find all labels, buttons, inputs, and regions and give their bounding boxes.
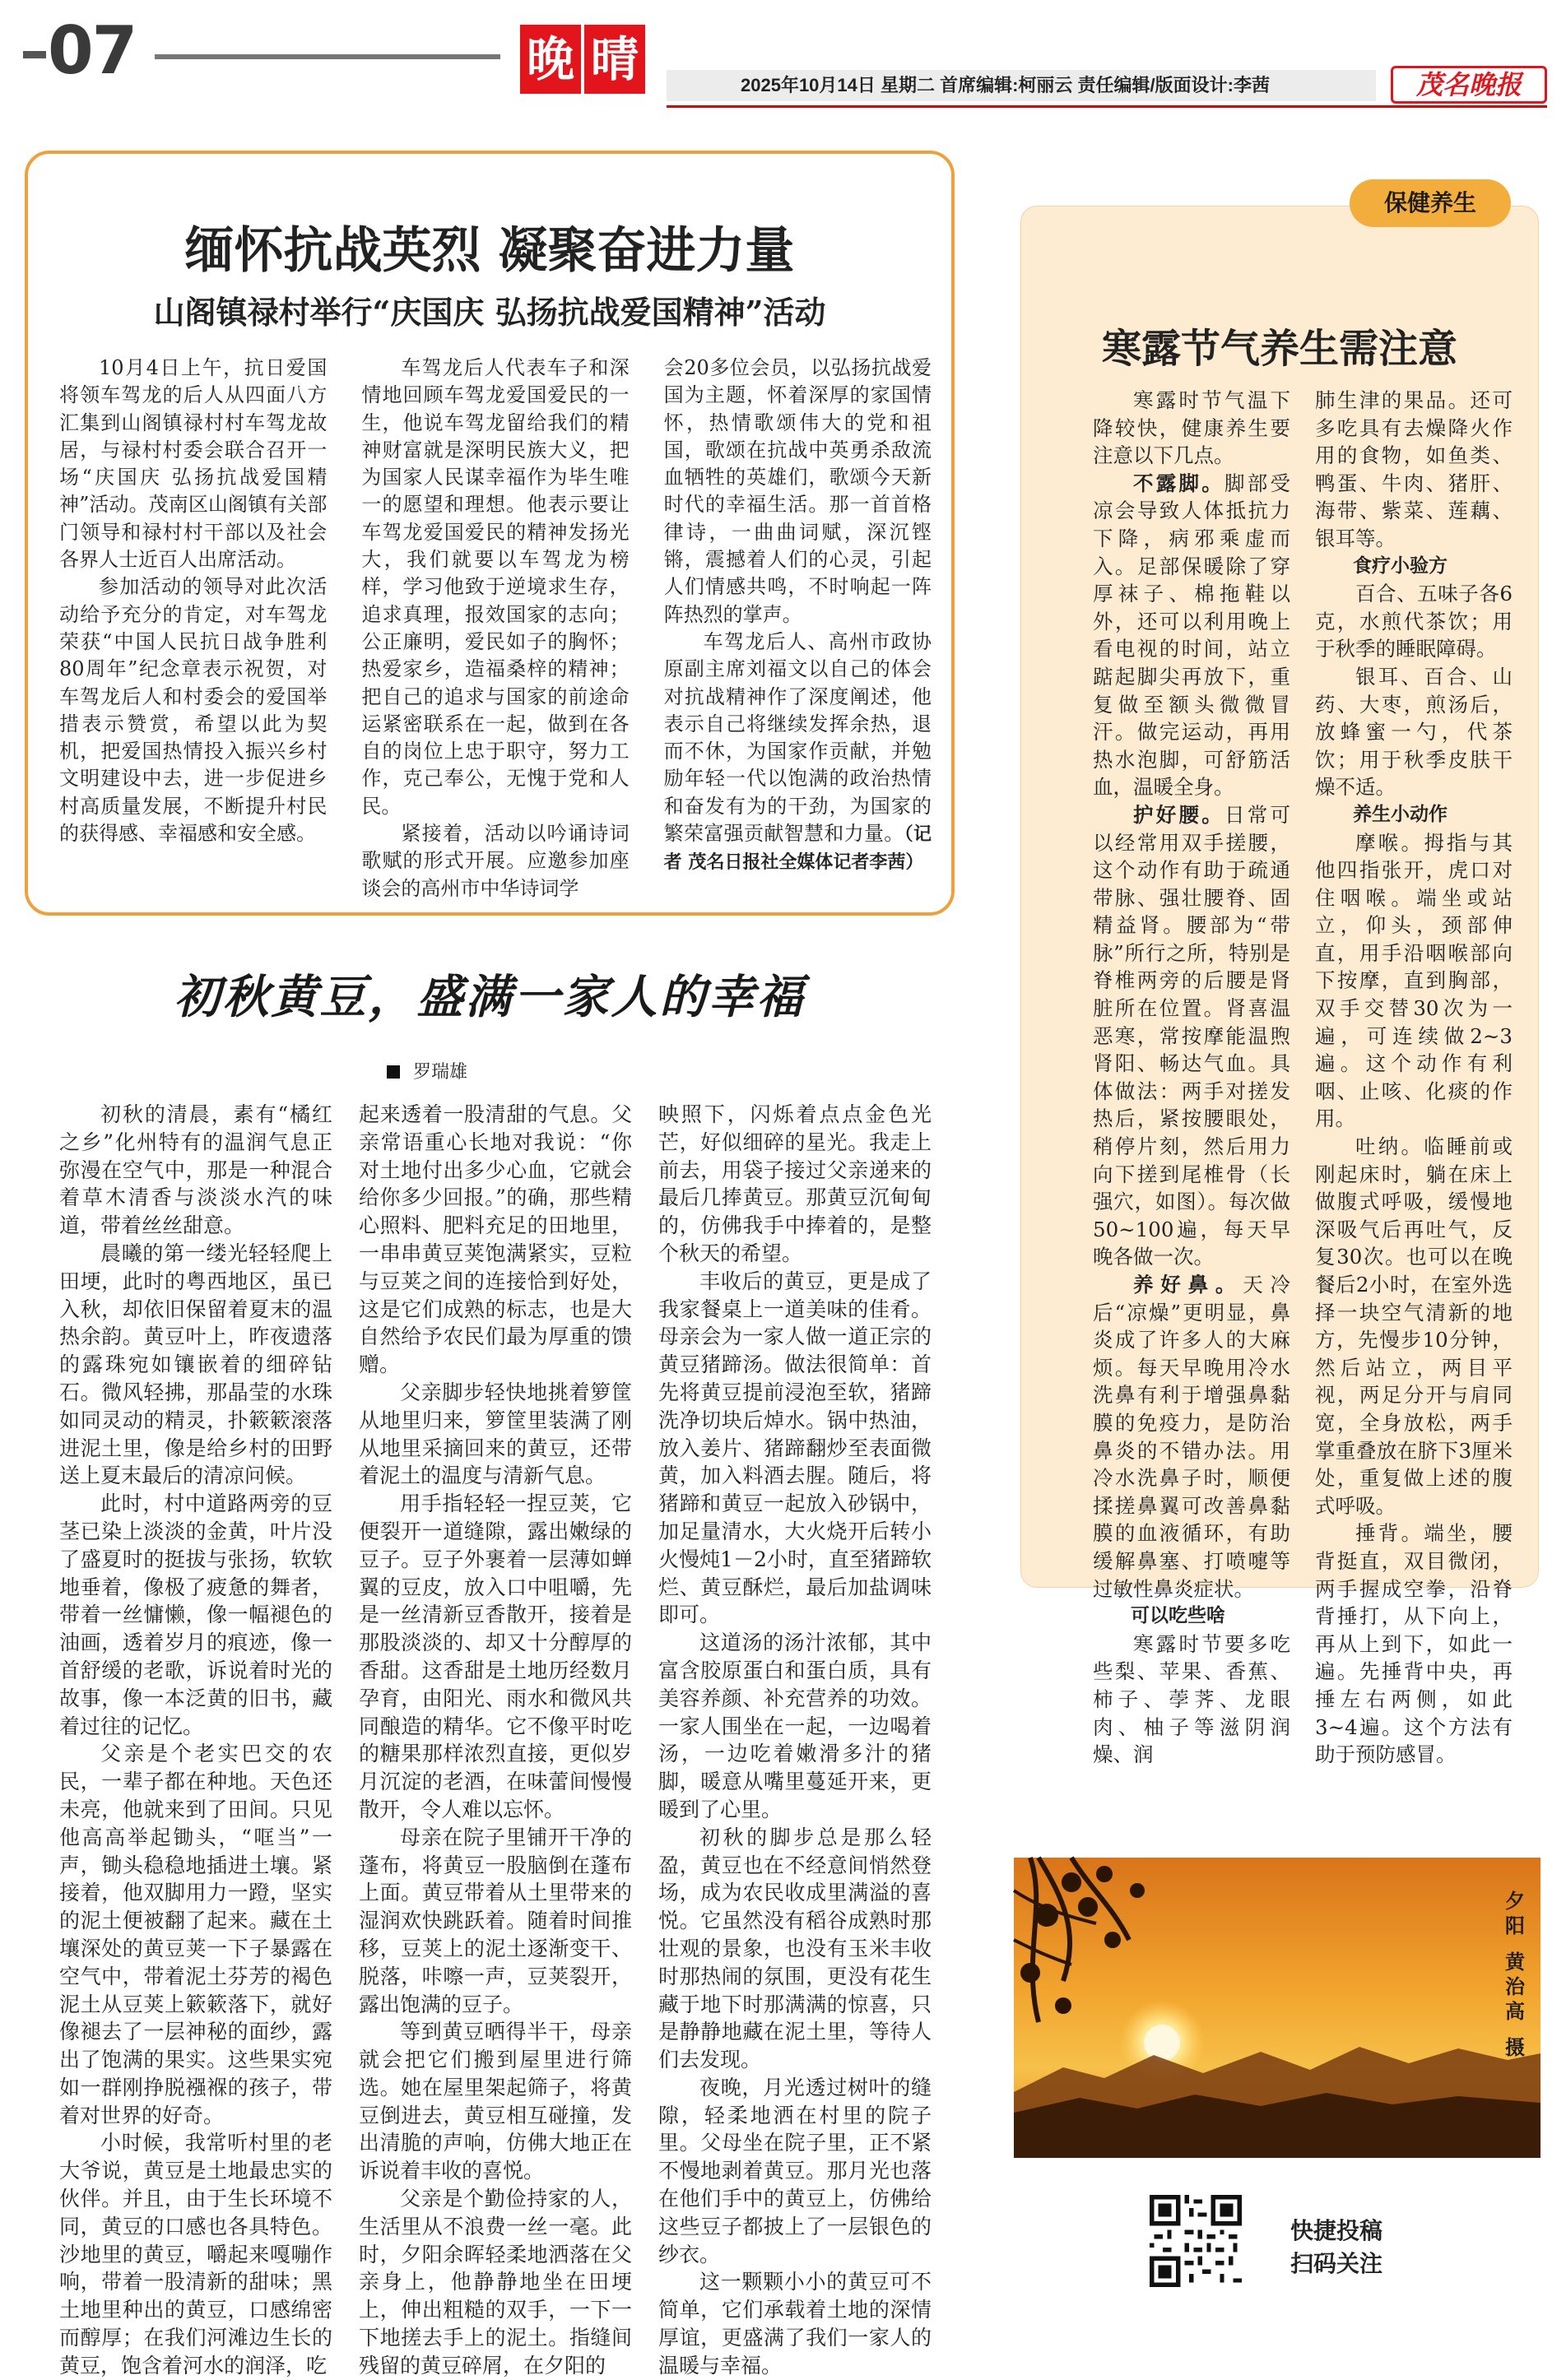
qr-caption-submit: 快捷投稿 bbox=[1290, 2217, 1383, 2244]
photo-caption bbox=[1503, 1889, 1527, 2060]
health-paragraph: 银耳、百合、山药、大枣，煎汤后，放蜂蜜一勺，代茶饮；用于秋季皮肤干燥不适。 bbox=[1315, 664, 1513, 800]
health-paragraph bbox=[1093, 801, 1290, 1271]
qr-caption-follow: 扫码关注 bbox=[1290, 2250, 1383, 2277]
photo-caption-author: 黄治高 bbox=[1505, 1951, 1525, 2023]
health-paragraph: 肺生津的果品。还可多吃具有去燥降火作用的食物，如鱼类、鸭蛋、牛肉、猪肝、海带、紫菜、莲藕、银耳等。 bbox=[1315, 388, 1513, 550]
lead-column-2 bbox=[361, 355, 630, 900]
lead-subtitle: 山阁镇禄村举行“庆国庆 弘扬抗战爱国精神”活动 bbox=[153, 294, 826, 331]
lead-title: 缅怀抗战英烈 凝聚奋进力量 bbox=[184, 222, 795, 280]
health-paragraph-text: 脚部受凉会导致人体抵抗力下降，病邪乘虚而入。足部保暖除了穿厚袜子、棉拖鞋以外，还可以利用晚上看电视的时间，站立踮起脚尖再放下，重复做至额头微微冒汗。做完运动，再用热水泡脚，可舒筋活血，温暖全身。 bbox=[1093, 471, 1290, 800]
health-paragraph: 寒露时节气温下降较快，健康养生要注意以下几点。 bbox=[1093, 388, 1290, 468]
health-paragraph: 摩喉。拇指与其他四指张开，虎口对住咽喉。端坐或站立，仰头，颈部伸直，用手沿咽喉部向下按摩，直到胸部，双手交替30次为一遍，可连续做2~3遍。这个动作有利咽、止咳、化痰的作用。 bbox=[1315, 830, 1513, 1131]
essay-author bbox=[387, 1058, 467, 1083]
essay-paragraph: 父亲是个老实巴交的农民，一辈子都在种地。天色还未亮，他就来到了田间。只见他高高举起锄头，“哐当”一声，锄头稳稳地插进土壤。紧接着，他双脚用力一蹬，坚实的泥土便被翻了起来。藏在土壤深处的黄豆荚一下子暴露在空气中，带着泥土芬芳的褐色泥土从豆荚上簌簌落下，就好像褪去了一层神秘的面纱，露出了饱满的果实。这些果实宛如一群刚挣脱襁褓的孩子，带着对世界的好奇。 bbox=[59, 1742, 332, 2127]
masthead bbox=[0, 0, 1566, 115]
lead-column-1 bbox=[59, 355, 327, 881]
health-column-2 bbox=[1315, 387, 1513, 1767]
essay-paragraph: 用手指轻轻一捏豆荚，它便裂开一道缝隙，露出嫩绿的豆子。豆子外裹着一层薄如蝉翼的豆皮，放入口中咀嚼，先是一丝清新豆香散开，接着是那股淡淡的、却又十分醇厚的香甜。这香甜是土地历经数月孕育，由阳光、雨水和微风共同酿造的精华。它不像平时吃的糖果那样浓烈直接，更似岁月沉淀的老酒，在味蕾间慢慢散开，令人难以忘怀。 bbox=[359, 1492, 632, 1821]
photo-caption-title: 夕阳 bbox=[1505, 1890, 1525, 1937]
essay-paragraph: 父亲是个勤俭持家的人，生活里从不浪费一丝一毫。此时，夕阳余晖轻柔地洒落在父亲身上，他静静地坐在田埂上，伸出粗糙的双手，一下一下地搓去手上的泥土。指缝间残留的黄豆碎屑，在夕阳的 bbox=[359, 2187, 632, 2378]
essay-paragraph: 晨曦的第一缕光轻轻爬上田埂，此时的粤西地区，虽已入秋，却依旧保留着夏末的温热余韵。黄豆叶上，昨夜遗落的露珠宛如镶嵌着的细碎钻石。微风轻拂，那晶莹的水珠如同灵动的精灵，扑簌簌滚落进泥土里，像是给乡村的田野送上夏末最后的清凉问候。 bbox=[59, 1241, 332, 1488]
newspaper-brand-logo: 茂名晚报 bbox=[1391, 66, 1547, 104]
essay-paragraph: 这道汤的汤汁浓郁，其中富含胶原蛋白和蛋白质，具有美容养颜、补充营养的功效。一家人围坐在一起，一边喝着汤，一边吃着嫩滑多汁的猪脚，暖意从嘴里蔓延开来，更暖到了心里。 bbox=[658, 1631, 932, 1821]
health-title: 寒露节气养生需注意 bbox=[1101, 326, 1457, 372]
health-paragraph: 百合、五味子各6克，水煎代茶饮；用于秋季的睡眠障碍。 bbox=[1315, 582, 1513, 661]
essay-paragraph: 起来透着一股清甜的气息。父亲常语重心长地对我说：“你对土地付出多少心血，它就会给你多少回报。”的确，那些精心照料、肥料充足的田地里，一串串黄豆荚饱满紧实，豆粒与豆荚之间的连接恰到好处，这是它们成熟的标志，也是大自然给予农民们最为厚重的馈赠。 bbox=[359, 1102, 632, 1377]
section-banner-char-1: 晚 bbox=[520, 25, 581, 94]
lead-article bbox=[25, 151, 955, 916]
essay-paragraph: 此时，村中道路两旁的豆茎已染上淡淡的金黄，叶片没了盛夏时的挺拔与张扬，软软地垂着，像极了疲惫的舞者，带着一丝慵懒，像一幅褪色的油画，透着岁月的痕迹，像一首舒缓的老歌，诉说着时光的故事，像一本泛黄的旧书，藏着过往的记忆。 bbox=[59, 1492, 332, 1738]
essay-column-2 bbox=[359, 1101, 632, 2378]
health-lead-term: 养好鼻。 bbox=[1133, 1273, 1243, 1297]
sunset-photo bbox=[1014, 1858, 1540, 2158]
author-square-icon bbox=[387, 1065, 400, 1079]
essay-paragraph: 夜晚，月光透过树叶的缝隙，轻柔地洒在村里的院子里。父母坐在院子里，正不紧不慢地剥着黄豆。那月光也落在他们手中的黄豆上，仿佛给这些豆子都披上了一层银色的纱衣。 bbox=[658, 2075, 932, 2266]
essay-paragraph: 这一颗颗小小的黄豆可不简单，它们承载着土地的深情厚谊，更盛满了我们一家人的温暖与幸福。 bbox=[658, 2270, 932, 2378]
issue-info: 2025年10月14日 星期二 首席编辑:柯丽云 责任编辑/版面设计:李茜 bbox=[667, 70, 1376, 101]
lead-paragraph: 10月4日上午，抗日爱国将领车驾龙的后人从四面八方汇集到山阁镇禄村村车驾龙故居，与禄村村委会联合召开一场“庆国庆 弘扬抗战爱国精神”活动。茂南区山阁镇有关部门领导和禄村村干部以及社会各界人士近百人出席活动。 bbox=[59, 356, 328, 572]
health-paragraph-text: 日常可以经常用双手搓腰，这个动作有助于疏通带脉、强壮腰脊、固精益肾。腰部为“带脉”所行之所，特别是脊椎两旁的后腰是肾脏所在位置。肾喜温恶寒，常按摩能温煦肾阳、畅达气血。具体做法：两手对搓发热后，紧按腰眼处，稍停片刻，然后用力向下搓到尾椎骨（长强穴，如图）。每次做50~100遍，每天早晚各做一次。 bbox=[1093, 802, 1290, 1269]
lead-paragraph: 车驾龙后人代表车子和深情地回顾车驾龙爱国爱民的一生，他说车驾龙留给我们的精神财富就是深明民族大义，把为国家人民谋幸福作为毕生唯一的愿望和理想。他表示要让车驾龙爱国爱民的精神发扬光大，我们就要以车驾龙为榜样，学习他致于逆境求生存，追求真理，报效国家的志向；公正廉明，爱民如子的胸怀；热爱家乡，造福桑梓的精神；把自己的追求与国家的前途命运紧密联系在一起，做到在各自的岗位上忠于职守，努力工作，克己奉公，无愧于党和人民。 bbox=[361, 356, 630, 818]
essay-title: 初秋黄豆，盛满一家人的幸福 bbox=[174, 970, 806, 1024]
health-paragraph: 寒露时节要多吃些梨、苹果、香蕉、柿子、荸荠、龙眼肉、柚子等滋阴润燥、润 bbox=[1093, 1631, 1290, 1767]
health-subheading: 养生小动作 bbox=[1353, 803, 1448, 825]
lead-paragraph-text: 车驾龙后人、高州市政协原副主席刘福文以自己的体会对抗战精神作了深度阐述，他表示自己将继续发挥余热，退而不休，为国家作贡献，并勉励年轻一代以饱满的政治热情和奋发有为的干劲，为国家的繁荣富强贡献智慧和力量。 bbox=[663, 629, 932, 846]
masthead-rule bbox=[155, 54, 500, 59]
essay-column-3 bbox=[658, 1101, 932, 2378]
lead-paragraph: 紧接着，活动以吟诵诗词歌赋的形式开展。应邀参加座谈会的高州市中华诗词学 bbox=[361, 822, 630, 900]
health-column-1 bbox=[1093, 387, 1291, 1767]
lead-byline: （记者 茂名日报社全媒体记者李茜） bbox=[663, 824, 932, 874]
page-dash bbox=[23, 51, 46, 58]
photo-caption-suffix: 摄 bbox=[1505, 2036, 1525, 2059]
health-paragraph: 吐纳。临睡前或刚起床时，躺在床上做腹式呼吸，缓慢地深吸气后再吐气，反复30次。也可以在晚餐后2小时，在室外选择一块空气清新的地方，先慢步10分钟，然后站立，两目平视，两足分开与肩同宽，全身放松，两手掌重叠放在脐下3厘米处，重复做上述的腹式呼吸。 bbox=[1315, 1134, 1513, 1518]
essay-paragraph: 丰收后的黄豆，更是成了我家餐桌上一道美味的佳肴。母亲会为一家人做一道正宗的黄豆猪蹄汤。做法很简单：首先将黄豆提前浸泡至软，猪蹄洗净切块后焯水。锅中热油，放入姜片、猪蹄翻炒至表面微黄，加入料酒去腥。随后，将猪蹄和黄豆一起放入砂锅中，加足量清水，大火烧开后转小火慢炖1－2小时，直至猪蹄软烂、黄豆酥烂，最后加盐调味即可。 bbox=[658, 1269, 932, 1627]
health-body bbox=[1093, 387, 1513, 1767]
essay-author-name: 罗瑞雄 bbox=[413, 1062, 468, 1083]
essay-paragraph: 母亲在院子里铺开干净的蓬布，将黄豆一股脑倒在蓬布上面。黄豆带着从土里带来的湿润欢快跳跃着。随着时间推移，豆荚上的泥土逐渐变干、脱落，咔嚓一声，豆荚裂开，露出饱满的豆子。 bbox=[359, 1825, 632, 2016]
page-number: 07 bbox=[48, 12, 137, 89]
qr-code-icon bbox=[1150, 2195, 1242, 2287]
health-paragraph: 捶背。端坐，腰背挺直，双目微闭，两手握成空拳，沿脊背捶打，从下向上，再从上到下，如此一遍。先捶背中央，再捶左右两侧，如此3~4遍。这个方法有助于预防感冒。 bbox=[1315, 1521, 1513, 1767]
masthead-red-line bbox=[667, 105, 1547, 108]
lead-body bbox=[59, 355, 932, 900]
section-banner-char-2: 晴 bbox=[584, 25, 645, 94]
health-subheading: 可以吃些啥 bbox=[1131, 1605, 1225, 1627]
lead-paragraph: 参加活动的领导对此次活动给予充分的肯定，对车驾龙荣获“中国人民抗日战争胜利80周年”纪念章表示祝贺，对车驾龙后人和村委会的爱国举措表示赞赏，希望以此为契机，把爱国热情投入振兴乡村文明建设中去，进一步促进乡村高质量发展，不断提升村民的获得感、幸福感和安全感。 bbox=[59, 575, 328, 846]
essay-paragraph: 初秋的清晨，素有“橘红之乡”化州特有的温润气息正弥漫在空气中，那是一种混合着草木清香与淡淡水汽的味道，带着丝丝甜意。 bbox=[59, 1102, 332, 1238]
essay-paragraph: 映照下，闪烁着点点金色光芒，好似细碎的星光。我走上前去，用袋子接过父亲递来的最后几捧黄豆。那黄豆沉甸甸的，仿佛我手中捧着的，是整个秋天的希望。 bbox=[658, 1102, 932, 1265]
health-section-tag: 保健养生 bbox=[1350, 179, 1511, 227]
essay-body bbox=[59, 1101, 932, 2378]
health-lead-term: 护好腰。 bbox=[1133, 802, 1224, 827]
lead-paragraph bbox=[664, 629, 932, 877]
essay-paragraph: 父亲脚步轻快地挑着箩筐从地里归来，箩筐里装满了刚从地里采摘回来的黄豆，还带着泥土的温度与清新气息。 bbox=[359, 1380, 632, 1488]
qr-code[interactable] bbox=[1150, 2195, 1242, 2287]
health-paragraph bbox=[1093, 1271, 1290, 1603]
health-paragraph bbox=[1093, 470, 1290, 801]
essay-paragraph: 初秋的脚步总是那么轻盈，黄豆也在不经意间悄然登场，成为农民收成里满溢的喜悦。它虽然没有稻谷成熟时那壮观的景象，也没有玉米丰收时那热闹的氛围，更没有花生藏于地下时那满满的惊喜，只是静静地藏在泥土里，等待人们去发现。 bbox=[658, 1825, 932, 2072]
health-paragraph-text: 天冷后“凉燥”更明显，鼻炎成了许多人的大麻烦。每天早晚用冷水洗鼻有利于增强鼻黏膜的免疫力，是防治鼻炎的不错办法。用冷水洗鼻子时，顺便揉搓鼻翼可改善鼻黏膜的血液循环，有助缓解鼻塞、打喷嚏等过敏性鼻炎症状。 bbox=[1093, 1273, 1291, 1601]
sunset-image bbox=[1014, 1858, 1540, 2158]
essay-paragraph: 等到黄豆晒得半干，母亲就会把它们搬到屋里进行筛选。她在屋里架起筛子，将黄豆倒进去，黄豆相互碰撞，发出清脆的声响，仿佛大地正在诉说着丰收的喜悦。 bbox=[359, 2020, 632, 2183]
essay-paragraph: 小时候，我常听村里的老大爷说，黄豆是土地最忠实的伙伴。并且，由于生长环境不同，黄豆的口感也各具特色。沙地里的黄豆，嚼起来嘎嘣作响，带着一股清新的甜味；黑土地里种出的黄豆，口感绵密而醇厚；在我们河滩边生长的黄豆，饱含着河水的润泽，吃 bbox=[59, 2131, 332, 2378]
health-subheading: 食疗小验方 bbox=[1353, 554, 1448, 577]
essay-column-1 bbox=[59, 1101, 332, 2378]
lead-column-3 bbox=[664, 355, 932, 881]
lead-paragraph: 会20多位会员，以弘扬抗战爱国为主题，怀着深厚的家国情怀，热情歌颂伟大的党和祖国，歌颂在抗战中英勇杀敌流血牺牲的英雄们，歌颂今天新时代的幸福生活。那一首首格律诗，一曲曲词赋，深沉铿锵，震撼着人们的心灵，引起人们情感共鸣，不时响起一阵阵热烈的掌声。 bbox=[663, 356, 932, 626]
health-lead-term: 不露脚。 bbox=[1133, 471, 1224, 495]
